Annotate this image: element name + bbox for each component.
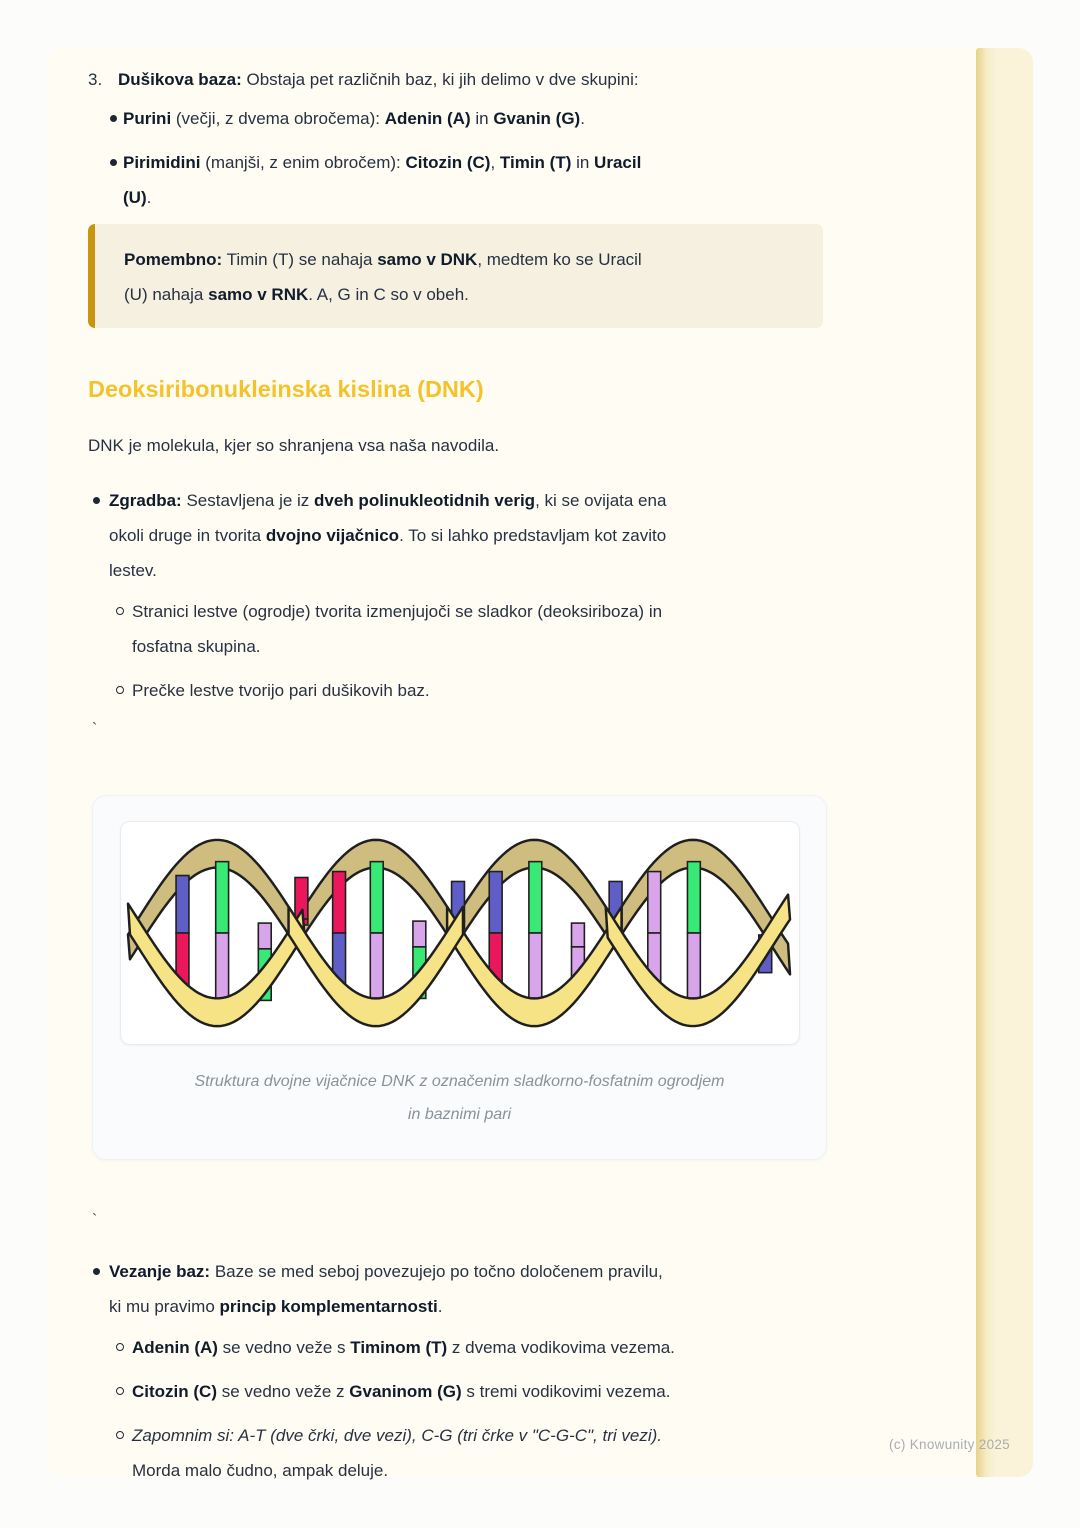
document-sheet xyxy=(48,48,1033,1480)
sublist-item-citozin-gvanin: Citozin (C) se vedno veže z Gvaninom (G) s tremi vodikovimi vezema. xyxy=(109,1374,809,1409)
section-heading-dnk: Deoksiribonukleinska kislina (DNK) xyxy=(88,376,484,402)
dna-figure-card xyxy=(92,795,827,1160)
stray-backtick-2: ` xyxy=(92,1212,98,1229)
figure-caption: Struktura dvojne vijačnice DNK z označenim sladkorno-fosfatnim ogrodjem in baznimi pari xyxy=(194,1073,725,1123)
dna-figure-image xyxy=(120,821,800,1045)
list-item-vezanje xyxy=(88,1254,809,1488)
vezanje-sublist xyxy=(109,1330,809,1488)
important-callout xyxy=(88,224,823,328)
vezanje-text: Vezanje baz: Baze se med seboj povezujejo po točno določenem pravilu, ki mu pravimo princip komplementarnosti. xyxy=(109,1262,663,1316)
dna-helix-illustration xyxy=(121,822,799,1044)
document-content xyxy=(48,48,833,1488)
vezanje-list xyxy=(88,1254,833,1488)
sublist-item-zapomnim: Zapomnim si: A-T (dve črki, dve vezi), C-G (tri črke v "C-G-C", tri vezi). Morda malo čudno, ampak deluje. xyxy=(109,1418,809,1488)
sublist-item-precke: Prečke lestve tvorijo pari dušikovih baz. xyxy=(109,673,809,708)
list-item-pirimidini: Pirimidini (manjši, z enim obročem): Citozin (C), Timin (T) in Uracil (U). xyxy=(108,145,823,215)
item-text: Dušikova baza: Obstaja pet različnih baz, ki jih delimo v dve skupini: xyxy=(118,70,639,89)
zgradba-list xyxy=(88,483,833,708)
item-number: 3. xyxy=(88,70,103,89)
base-groups-list xyxy=(108,101,833,215)
sublist-item-adenin-timin: Adenin (A) se vedno veže s Timinom (T) z dvema vodikovima vezema. xyxy=(109,1330,809,1365)
page-edge-strip xyxy=(976,48,1033,1477)
zgradba-text: Zgradba: Sestavljena je iz dveh polinukleotidnih verig, ki se ovijata ena okoli druge in tvorita dvojno vijačnico. To si lahko predstavljam kot zavito lestev. xyxy=(109,491,667,580)
zgradba-sublist xyxy=(109,594,809,708)
callout-text: Pomembno: Timin (T) se nahaja samo v DNK, medtem ko se Uracil (U) nahaja samo v RNK. A, G in C so v obeh. xyxy=(124,250,642,304)
stray-backtick-1: ` xyxy=(92,721,98,738)
numbered-item-3 xyxy=(88,62,833,97)
list-item-purini: Purini (večji, z dvema obročema): Adenin (A) in Gvanin (G). xyxy=(108,101,823,136)
copyright-watermark: (c) Knowunity 2025 xyxy=(889,1437,1010,1452)
sublist-item-stranici: Stranici lestve (ogrodje) tvorita izmenjujoči se sladkor (deoksiriboza) in fosfatna skupina. xyxy=(109,594,809,664)
list-item-zgradba xyxy=(88,483,809,708)
dnk-intro-paragraph: DNK je molekula, kjer so shranjena vsa naša navodila. xyxy=(88,436,500,455)
